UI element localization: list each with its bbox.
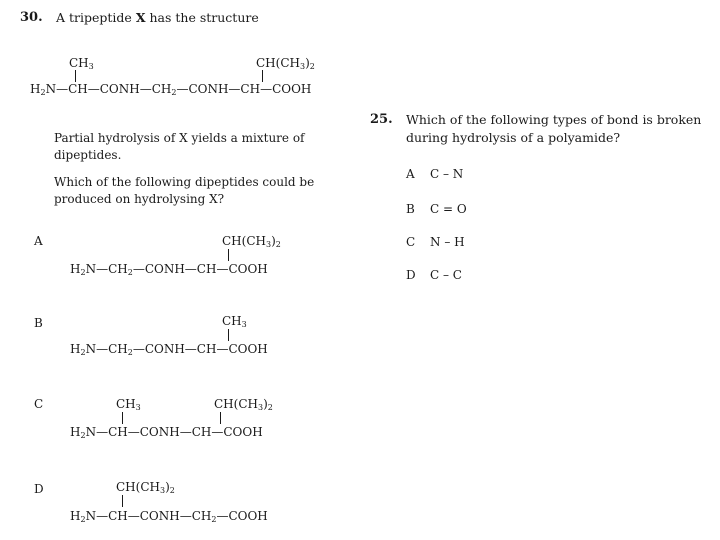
option-d-letter: D [34,482,44,496]
option-a-substituent: $CH(CH_3)_2$ [222,234,281,249]
option-c-letter: C [34,397,44,411]
q25-option-d-bond: C – C [430,268,462,282]
question-25-number: 25. [370,112,393,127]
structure-main-chain: $H_2N—CH—CONH—CH_2—CONH—CH—COOH$ [30,82,312,97]
option-b-bond [228,329,229,341]
option-d-substituent: $CH(CH_3)_2$ [116,480,175,495]
question-30-para-hydrolysis: Partial hydrolysis of X yields a mixture of dipeptides. [54,131,305,162]
q25-option-a-letter: A [406,167,415,181]
option-b-substituent: $CH_3$ [222,314,247,329]
q25-option-c-letter: C [406,235,416,249]
option-c-bond-right [220,412,221,424]
q25-option-c-bond: N – H [430,235,465,249]
question-30-intro-text: A tripeptide [56,10,132,25]
option-c-substituent-left: $CH_3$ [116,397,141,412]
question-30-para-prompt: Which of the following dipeptides could be produced on hydrolysing X? [54,175,315,206]
q25-option-b-letter: B [406,202,415,216]
option-a-bond [228,249,229,261]
question-30-x-label: X [135,10,146,25]
question-30-intro [56,10,259,25]
structure-bond-left [75,70,76,82]
question-30-intro-end: has the structure [149,10,259,25]
question-25-text: Which of the following types of bond is broken during hydrolysis of a polyamide? [406,112,702,145]
option-c-substituent-right: $CH(CH_3)_2$ [214,397,273,412]
option-c-chain: $H_2N—CH—CONH—CH—COOH$ [70,425,263,440]
q25-option-d-letter: D [406,268,416,282]
option-d-bond [122,495,123,507]
option-c-bond-left [122,412,123,424]
option-d-chain: $H_2N—CH—CONH—CH_2—COOH$ [70,509,268,524]
structure-substituent-left: $CH_3$ [69,56,94,71]
structure-bond-right [262,70,263,82]
option-b-letter: B [34,316,43,330]
question-30-number: 30. [20,10,43,25]
option-a-letter: A [34,234,43,248]
option-b-chain: $H_2N—CH_2—CONH—CH—COOH$ [70,342,268,357]
structure-substituent-right: $CH(CH_3)_2$ [256,56,315,71]
q25-option-a-bond: C – N [430,167,464,181]
q25-option-b-bond: C = O [430,202,467,216]
option-a-chain: $H_2N—CH_2—CONH—CH—COOH$ [70,262,268,277]
